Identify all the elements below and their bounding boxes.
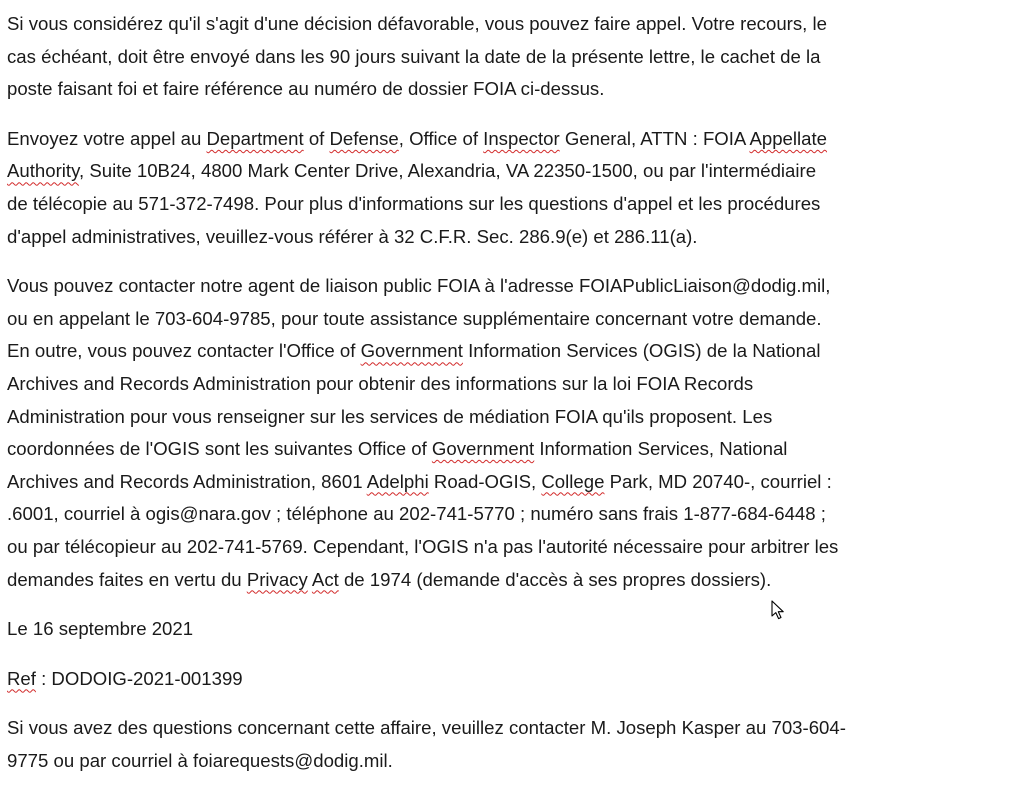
text-segment: cas échéant, doit être envoyé dans les 90 jours suivant la date de la présente lettre, le cachet de la xyxy=(7,45,821,67)
paragraph xyxy=(7,123,1023,253)
text-line xyxy=(7,335,1023,368)
text-line xyxy=(7,401,1023,434)
text-segment: ou en appelant le 703-604-9785, pour toute assistance supplémentaire concernant votre demande. xyxy=(7,307,822,329)
mouse-pointer-icon xyxy=(771,600,785,620)
spellcheck-flagged-word: Ref xyxy=(7,667,36,689)
paragraph xyxy=(7,8,1023,106)
text-line xyxy=(7,531,1023,564)
text-segment: En outre, vous pouvez contacter l'Office of xyxy=(7,340,361,362)
text-segment: Administration pour vous renseigner sur les services de médiation FOIA qu'ils proposent. Les xyxy=(7,405,773,427)
text-line xyxy=(7,270,1023,303)
text-segment: : DODOIG-2021-001399 xyxy=(35,667,243,689)
text-segment: Information Services, National xyxy=(534,438,788,460)
text-line xyxy=(7,8,1023,41)
document-body xyxy=(7,8,1023,794)
text-segment: Park, MD 20740-, courriel : xyxy=(604,470,832,492)
paragraph xyxy=(7,613,1023,646)
text-segment: de télécopie au 571-372-7498. Pour plus d'informations sur les questions d'appel et les procédures xyxy=(7,192,821,214)
spellcheck-flagged-word: Government xyxy=(431,438,535,460)
text-segment: Vous pouvez contacter notre agent de liaison public FOIA à l'adresse FOIAPublicLiaison@dodig.mil, xyxy=(7,275,831,297)
spellcheck-flagged-word: College xyxy=(541,470,605,492)
text-segment: demandes faites en vertu du xyxy=(7,568,247,590)
text-segment: Road-OGIS, xyxy=(428,470,542,492)
text-segment: Envoyez votre appel au xyxy=(7,127,207,149)
text-segment: of xyxy=(303,127,330,149)
text-segment: , Office of xyxy=(398,127,484,149)
text-segment: 9775 ou par courriel à foiarequests@dodig.mil. xyxy=(7,749,393,771)
text-segment: Information Services (OGIS) de la National xyxy=(462,340,821,362)
paragraph xyxy=(7,270,1023,596)
text-line xyxy=(7,433,1023,466)
text-segment: ou par télécopieur au 202-741-5769. Cependant, l'OGIS n'a pas l'autorité nécessaire pour arbitrer les xyxy=(7,535,839,557)
spellcheck-flagged-word: Privacy xyxy=(246,568,308,590)
text-segment: Le 16 septembre 2021 xyxy=(7,618,194,640)
text-line xyxy=(7,663,1023,696)
spellcheck-flagged-word: Government xyxy=(360,340,463,362)
text-line xyxy=(7,41,1023,74)
spellcheck-flagged-word: Department xyxy=(206,127,304,149)
text-segment: .6001, courriel à ogis@nara.gov ; téléphone au 202-741-5770 ; numéro sans frais 1-877-684-6448 ; xyxy=(7,503,826,525)
text-line xyxy=(7,303,1023,336)
text-line xyxy=(7,613,1023,646)
spellcheck-flagged-word: Appellate xyxy=(749,127,827,149)
paragraph xyxy=(7,663,1023,696)
spellcheck-flagged-word: Authority xyxy=(7,160,79,182)
text-segment: de 1974 (demande d'accès à ses propres dossiers). xyxy=(338,568,772,590)
text-line xyxy=(7,368,1023,401)
text-segment: Archives and Records Administration, 8601 xyxy=(7,470,367,492)
text-segment: poste faisant foi et faire référence au numéro de dossier FOIA ci-dessus. xyxy=(7,78,605,100)
text-line xyxy=(7,466,1023,499)
text-segment: , Suite 10B24, 4800 Mark Center Drive, Alexandria, VA 22350-1500, ou par l'intermédiaire xyxy=(79,160,817,182)
spellcheck-flagged-word: Defense xyxy=(329,127,399,149)
paragraph xyxy=(7,712,1023,777)
text-segment: coordonnées de l'OGIS sont les suivantes Office of xyxy=(7,438,432,460)
text-segment: d'appel administratives, veuillez-vous référer à 32 C.F.R. Sec. 286.9(e) et 286.11(a). xyxy=(7,225,698,247)
text-line xyxy=(7,188,1023,221)
text-segment: Si vous considérez qu'il s'agit d'une décision défavorable, vous pouvez faire appel. Votre recours, le xyxy=(7,13,827,34)
spellcheck-flagged-word: Adelphi xyxy=(366,470,429,492)
text-segment: General, ATTN : FOIA xyxy=(559,127,750,149)
text-line xyxy=(7,712,1023,745)
text-line xyxy=(7,564,1023,597)
spellcheck-flagged-word: Inspector xyxy=(483,127,560,149)
text-segment: Si vous avez des questions concernant cette affaire, veuillez contacter M. Joseph Kasper au 703-604- xyxy=(7,717,846,739)
text-line xyxy=(7,498,1023,531)
text-line xyxy=(7,123,1023,156)
text-line xyxy=(7,73,1023,106)
text-line xyxy=(7,155,1023,188)
spellcheck-flagged-word: Act xyxy=(311,568,339,590)
text-line xyxy=(7,745,1023,778)
text-segment: Archives and Records Administration pour obtenir des informations sur la loi FOIA Records xyxy=(7,372,754,394)
text-line xyxy=(7,221,1023,254)
